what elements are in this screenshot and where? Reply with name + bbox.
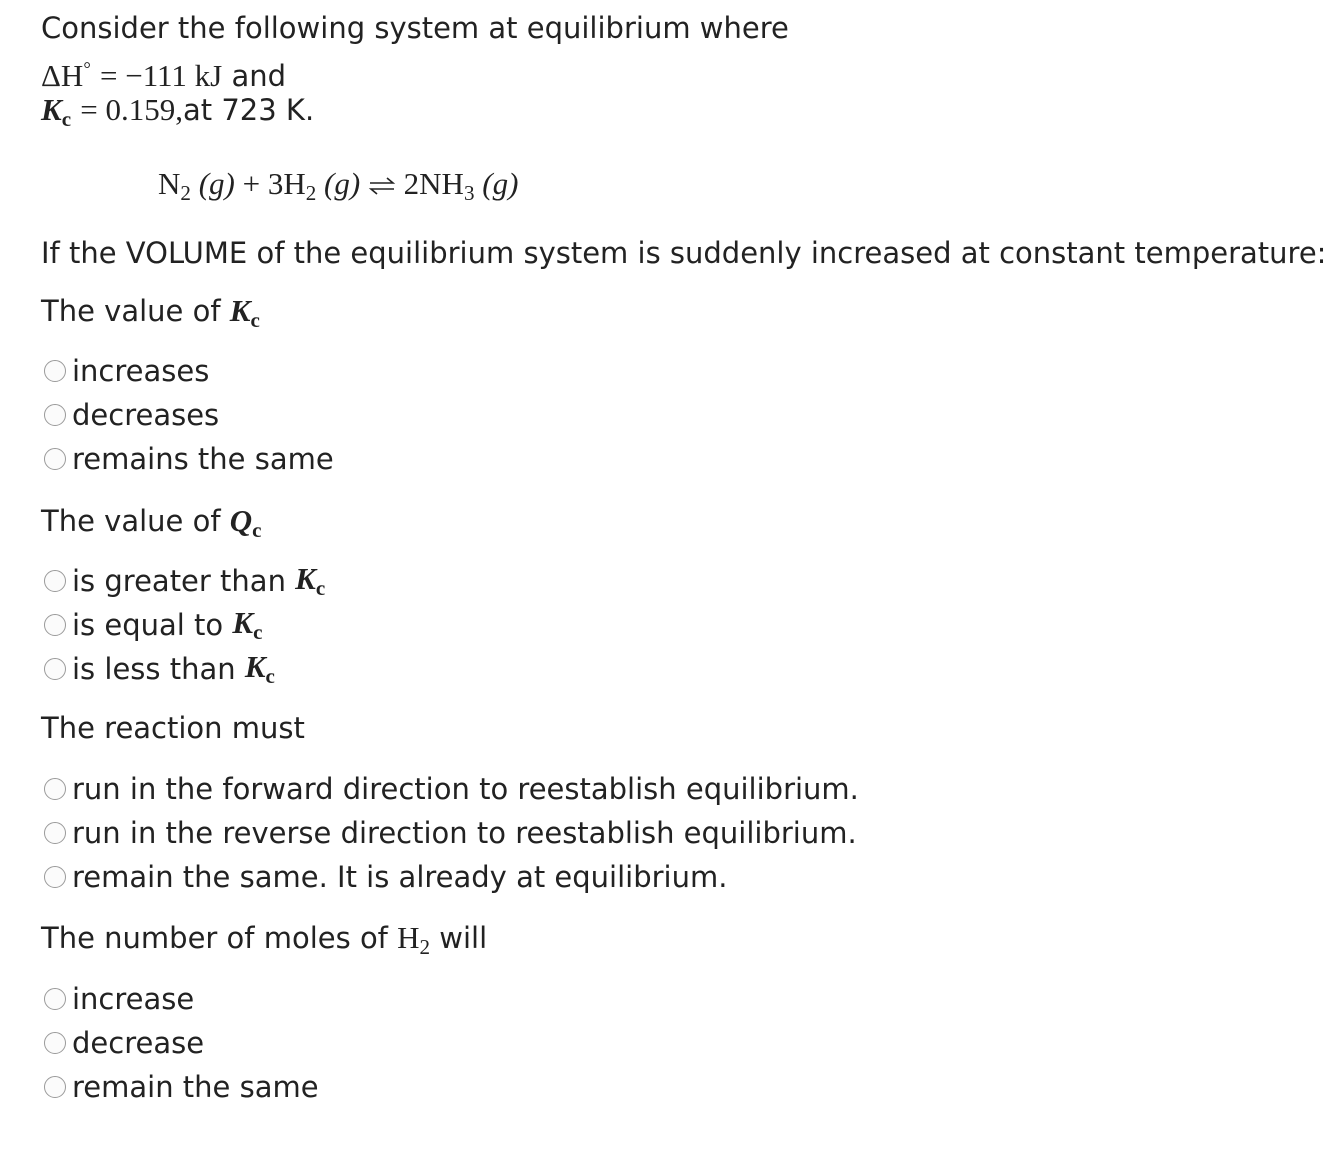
q4-prompt: The number of moles of $H_2$ will (41, 920, 488, 959)
kc-symbol: $K_c$ (41, 92, 72, 131)
q3-option-reverse[interactable]: run in the reverse direction to reestablish equilibrium. (44, 813, 857, 853)
radio-button[interactable] (44, 614, 66, 636)
q4-symbol: $H_2$ (397, 920, 431, 959)
radio-button[interactable] (44, 1032, 66, 1054)
q2-option-less[interactable]: is less than $K_c$ (44, 649, 275, 689)
delta-h-symbol: ΔH° (41, 58, 91, 94)
q2-option-equal[interactable]: is equal to $K_c$ (44, 605, 262, 645)
delta-h-and: and (231, 59, 286, 94)
q3-prompt: The reaction must (41, 711, 305, 745)
q1-option-decreases[interactable]: decreases (44, 395, 219, 435)
q1-option-same[interactable]: remains the same (44, 439, 334, 479)
kc-value: = 0.159, (80, 92, 183, 127)
q4-option-same[interactable]: remain the same (44, 1067, 319, 1107)
q2-option-greater[interactable]: is greater than $K_c$ (44, 561, 325, 601)
kc-line (41, 90, 314, 139)
radio-button[interactable] (44, 448, 66, 470)
q4-option-decrease[interactable]: decrease (44, 1023, 204, 1063)
intro-line-1: Consider the following system at equilibrium where (41, 11, 789, 45)
q3-option-forward[interactable]: run in the forward direction to reestablish equilibrium. (44, 769, 859, 809)
radio-button[interactable] (44, 360, 66, 382)
equilibrium-arrow-icon (368, 176, 396, 196)
q3-option-same[interactable]: remain the same. It is already at equilibrium. (44, 857, 727, 897)
delta-h-value: = −111 kJ (99, 58, 223, 94)
condition-text: If the VOLUME of the equilibrium system is suddenly increased at constant temperature: (41, 236, 1327, 270)
q2-prompt: The value of $Q_c$ (41, 503, 262, 542)
radio-button[interactable] (44, 866, 66, 888)
radio-button[interactable] (44, 822, 66, 844)
q2-symbol: $Q_c$ (229, 503, 262, 542)
radio-button[interactable] (44, 778, 66, 800)
reaction-equation: $N_2$ $(g) + 3H_2$ (g) $2NH_3$ (g) (158, 166, 519, 205)
q1-prompt: The value of $K_c$ (41, 293, 260, 332)
q1-symbol: $K_c$ (229, 293, 260, 332)
radio-button[interactable] (44, 570, 66, 592)
q4-option-increase[interactable]: increase (44, 979, 194, 1019)
radio-button[interactable] (44, 1076, 66, 1098)
radio-button[interactable] (44, 404, 66, 426)
radio-button[interactable] (44, 988, 66, 1010)
kc-temperature: at 723 K. (183, 93, 315, 127)
q1-option-increases[interactable]: increases (44, 351, 209, 391)
radio-button[interactable] (44, 658, 66, 680)
